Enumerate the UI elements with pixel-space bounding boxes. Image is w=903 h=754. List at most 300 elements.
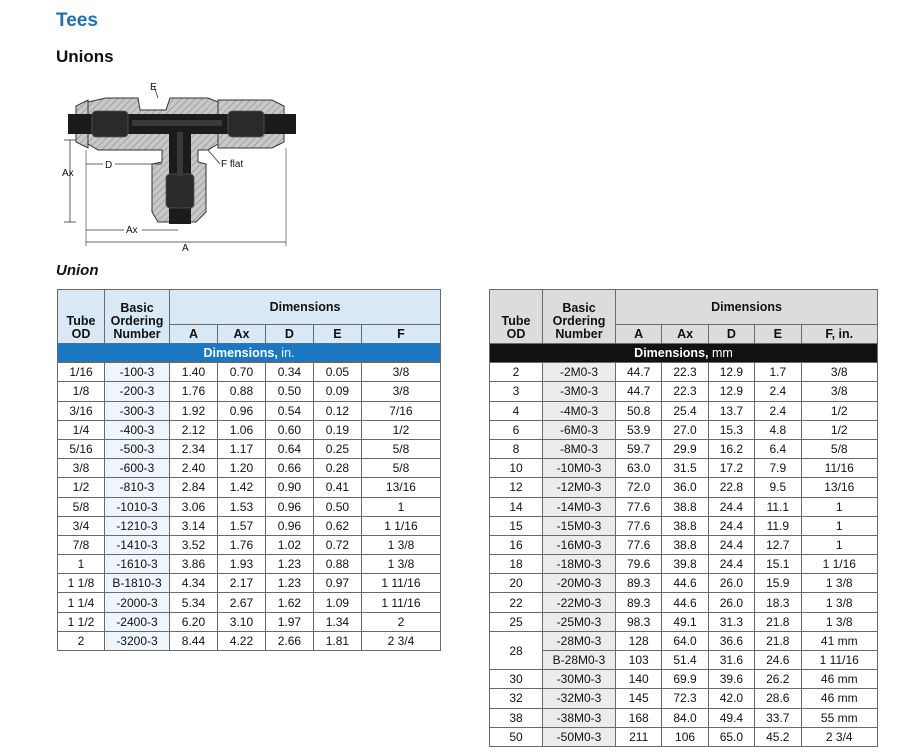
cell-ax: 38.8: [662, 516, 708, 535]
cell-a: 89.3: [616, 574, 662, 593]
cell-f: 1 3/8: [801, 574, 878, 593]
header-col-f-in: F, in.: [801, 325, 878, 344]
header-col-d: D: [708, 325, 754, 344]
subsection-title-union: Union: [56, 262, 99, 279]
cell-e: 0.19: [313, 420, 361, 439]
cell-ordering-number: -2400-3: [105, 612, 170, 631]
cell-a: 211: [616, 727, 662, 746]
cell-d: 65.0: [708, 727, 754, 746]
cell-a: 98.3: [616, 612, 662, 631]
cell-d: 26.0: [708, 593, 754, 612]
cell-ax: 29.9: [662, 439, 708, 458]
cell-tube-od: 38: [490, 708, 543, 727]
label-ax-horizontal: Ax: [126, 225, 138, 236]
cell-a: 145: [616, 689, 662, 708]
header-col-f: F: [361, 325, 440, 344]
cell-ordering-number: -28M0-3: [543, 631, 616, 650]
cell-e: 4.8: [755, 420, 801, 439]
cell-f: 5/8: [361, 459, 440, 478]
cell-ordering-number: -38M0-3: [543, 708, 616, 727]
cell-d: 0.34: [265, 363, 313, 382]
table-row: [58, 535, 441, 554]
cell-e: 9.5: [755, 478, 801, 497]
cell-d: 0.54: [265, 401, 313, 420]
cell-d: 0.50: [265, 382, 313, 401]
cell-ax: 31.5: [662, 459, 708, 478]
cell-e: 1.81: [313, 631, 361, 650]
cell-ax: 69.9: [662, 670, 708, 689]
cell-d: 12.9: [708, 382, 754, 401]
union-dimensions-mm-table: [489, 289, 878, 747]
cell-f: 1/2: [801, 420, 878, 439]
table-row: [58, 516, 441, 535]
cell-d: 42.0: [708, 689, 754, 708]
cell-d: 16.2: [708, 439, 754, 458]
cell-d: 24.4: [708, 555, 754, 574]
cell-ax: 1.53: [217, 497, 265, 516]
cell-e: 11.9: [755, 516, 801, 535]
cell-e: 12.7: [755, 535, 801, 554]
cell-ax: 0.88: [217, 382, 265, 401]
cell-ordering-number: -12M0-3: [543, 478, 616, 497]
cell-tube-od: 1 1/4: [58, 593, 105, 612]
cell-f: 2: [361, 612, 440, 631]
cell-ax: 1.06: [217, 420, 265, 439]
cell-ax: 2.67: [217, 593, 265, 612]
cell-d: 13.7: [708, 401, 754, 420]
cell-ordering-number: -1610-3: [105, 555, 170, 574]
header-col-ax: Ax: [217, 325, 265, 344]
cell-ordering-number: -1010-3: [105, 497, 170, 516]
cell-tube-od: 3/4: [58, 516, 105, 535]
cell-f: 1 3/8: [801, 593, 878, 612]
union-dimensions-inch-table: [57, 289, 441, 651]
cell-tube-od: 32: [490, 689, 543, 708]
cell-ax: 84.0: [662, 708, 708, 727]
cell-a: 3.06: [170, 497, 218, 516]
table-row: [58, 459, 441, 478]
table-row: [58, 382, 441, 401]
cell-ordering-number: -3200-3: [105, 631, 170, 650]
cell-f: 3/8: [361, 363, 440, 382]
cell-tube-od: 3/16: [58, 401, 105, 420]
cell-ax: 22.3: [662, 363, 708, 382]
cell-e: 15.1: [755, 555, 801, 574]
table-row: [58, 555, 441, 574]
cell-e: 1.7: [755, 363, 801, 382]
header-col-a: A: [170, 325, 218, 344]
header-col-d: D: [265, 325, 313, 344]
cell-e: 33.7: [755, 708, 801, 727]
cell-e: 0.41: [313, 478, 361, 497]
label-e: E: [150, 82, 157, 93]
cell-e: 2.4: [755, 382, 801, 401]
cell-a: 3.86: [170, 555, 218, 574]
cell-tube-od: 8: [490, 439, 543, 458]
cell-ordering-number: -300-3: [105, 401, 170, 420]
header-dimensions: Dimensions: [616, 290, 878, 325]
cell-ordering-number: -200-3: [105, 382, 170, 401]
cell-ax: 25.4: [662, 401, 708, 420]
cell-ordering-number: -1210-3: [105, 516, 170, 535]
cell-f: 41 mm: [801, 631, 878, 650]
table-row: [490, 382, 878, 401]
cell-ax: 38.8: [662, 497, 708, 516]
cell-f: 46 mm: [801, 689, 878, 708]
cell-d: 22.8: [708, 478, 754, 497]
cell-f: 1 11/16: [361, 574, 440, 593]
cell-tube-od: 1/8: [58, 382, 105, 401]
cell-ax: 1.17: [217, 439, 265, 458]
table-row: [58, 420, 441, 439]
header-col-e: E: [755, 325, 801, 344]
cell-tube-od: 5/8: [58, 497, 105, 516]
header-basic-ordering-number: Basic Ordering Number: [543, 290, 616, 344]
cell-a: 140: [616, 670, 662, 689]
cell-tube-od: 12: [490, 478, 543, 497]
cell-e: 26.2: [755, 670, 801, 689]
cell-ordering-number: -600-3: [105, 459, 170, 478]
cell-ax: 39.8: [662, 555, 708, 574]
cell-d: 1.62: [265, 593, 313, 612]
cell-d: 0.90: [265, 478, 313, 497]
cell-f: 1 11/16: [801, 651, 878, 670]
cell-ax: 44.6: [662, 593, 708, 612]
cell-d: 1.97: [265, 612, 313, 631]
cell-ordering-number: B-1810-3: [105, 574, 170, 593]
cell-a: 3.52: [170, 535, 218, 554]
table-row: [58, 612, 441, 631]
table-row: [58, 631, 441, 650]
cell-ax: 0.96: [217, 401, 265, 420]
section-title-tees: Tees: [56, 10, 98, 31]
cell-ordering-number: -14M0-3: [543, 497, 616, 516]
cell-d: 1.23: [265, 574, 313, 593]
cell-tube-od: 50: [490, 727, 543, 746]
table-row: [58, 439, 441, 458]
cell-e: 0.88: [313, 555, 361, 574]
cell-e: 24.6: [755, 651, 801, 670]
table-row: [58, 593, 441, 612]
table-row: [490, 612, 878, 631]
cell-f: 2 3/4: [361, 631, 440, 650]
table-row: [490, 670, 878, 689]
cell-ax: 1.76: [217, 535, 265, 554]
cell-d: 1.02: [265, 535, 313, 554]
cell-a: 128: [616, 631, 662, 650]
cell-e: 6.4: [755, 439, 801, 458]
label-d: D: [105, 160, 113, 171]
table-row: [490, 574, 878, 593]
cell-e: 15.9: [755, 574, 801, 593]
cell-f: 1 3/8: [361, 555, 440, 574]
cell-f: 3/8: [361, 382, 440, 401]
cell-e: 18.3: [755, 593, 801, 612]
cell-tube-od: 1/2: [58, 478, 105, 497]
cell-d: 26.0: [708, 574, 754, 593]
cell-ax: 49.1: [662, 612, 708, 631]
table-row: [490, 478, 878, 497]
cell-a: 77.6: [616, 497, 662, 516]
cell-tube-od: 22: [490, 593, 543, 612]
cell-e: 0.62: [313, 516, 361, 535]
cell-d: 31.3: [708, 612, 754, 631]
cell-f: 1 11/16: [361, 593, 440, 612]
cell-f: 13/16: [361, 478, 440, 497]
cell-tube-od: 10: [490, 459, 543, 478]
cell-ordering-number: -50M0-3: [543, 727, 616, 746]
cell-d: 12.9: [708, 363, 754, 382]
cell-d: 0.96: [265, 516, 313, 535]
cell-f: 1 3/8: [801, 612, 878, 631]
cell-tube-od: 6: [490, 420, 543, 439]
cell-ax: 3.10: [217, 612, 265, 631]
header-tube-od: Tube OD: [58, 290, 105, 344]
cell-f: 5/8: [801, 439, 878, 458]
table-row: [490, 363, 878, 382]
table-row: [490, 727, 878, 746]
cell-ordering-number: -25M0-3: [543, 612, 616, 631]
cell-a: 77.6: [616, 535, 662, 554]
table-row: [490, 459, 878, 478]
cell-tube-od: 7/8: [58, 535, 105, 554]
cell-ax: 22.3: [662, 382, 708, 401]
cell-f: 1 1/16: [361, 516, 440, 535]
cell-ordering-number: -1410-3: [105, 535, 170, 554]
cell-ordering-number: -22M0-3: [543, 593, 616, 612]
label-ax-vertical: Ax: [62, 168, 74, 179]
cell-ax: 72.3: [662, 689, 708, 708]
cell-f: 11/16: [801, 459, 878, 478]
cell-a: 103: [616, 651, 662, 670]
cell-d: 36.6: [708, 631, 754, 650]
cell-a: 3.14: [170, 516, 218, 535]
cell-a: 77.6: [616, 516, 662, 535]
table-row: [58, 574, 441, 593]
subsection-title-unions: Unions: [56, 47, 114, 66]
cell-ax: 1.20: [217, 459, 265, 478]
header-tube-od: Tube OD: [490, 290, 543, 344]
header-col-e: E: [313, 325, 361, 344]
cell-f: 1: [801, 497, 878, 516]
header-col-ax: Ax: [662, 325, 708, 344]
cell-a: 5.34: [170, 593, 218, 612]
union-tee-diagram: [58, 80, 298, 255]
cell-ordering-number: -2M0-3: [543, 363, 616, 382]
table-row: [490, 401, 878, 420]
cell-d: 2.66: [265, 631, 313, 650]
cell-tube-od: 1 1/2: [58, 612, 105, 631]
cell-ordering-number: -6M0-3: [543, 420, 616, 439]
cell-e: 21.8: [755, 612, 801, 631]
cell-d: 31.6: [708, 651, 754, 670]
table-row: [490, 593, 878, 612]
cell-ax: 2.17: [217, 574, 265, 593]
cell-d: 1.23: [265, 555, 313, 574]
cell-f: 5/8: [361, 439, 440, 458]
table-row: [490, 631, 878, 650]
cell-e: 0.50: [313, 497, 361, 516]
table-row: [490, 689, 878, 708]
cell-a: 79.6: [616, 555, 662, 574]
cell-ax: 36.0: [662, 478, 708, 497]
cell-tube-od: 3/8: [58, 459, 105, 478]
cell-a: 63.0: [616, 459, 662, 478]
cell-ordering-number: -20M0-3: [543, 574, 616, 593]
cell-tube-od: 25: [490, 612, 543, 631]
cell-ax: 27.0: [662, 420, 708, 439]
cell-ax: 51.4: [662, 651, 708, 670]
cell-e: 0.28: [313, 459, 361, 478]
cell-ax: 4.22: [217, 631, 265, 650]
cell-e: 0.25: [313, 439, 361, 458]
cell-d: 0.60: [265, 420, 313, 439]
header-dimensions: Dimensions: [170, 290, 441, 325]
cell-ordering-number: -18M0-3: [543, 555, 616, 574]
cell-f: 55 mm: [801, 708, 878, 727]
cell-d: 0.66: [265, 459, 313, 478]
cell-tube-od: 2: [490, 363, 543, 382]
cell-a: 2.34: [170, 439, 218, 458]
cell-tube-od: 5/16: [58, 439, 105, 458]
header-basic-ordering-number: Basic Ordering Number: [105, 290, 170, 344]
cell-a: 50.8: [616, 401, 662, 420]
cell-a: 168: [616, 708, 662, 727]
cell-d: 24.4: [708, 516, 754, 535]
table-row: [490, 420, 878, 439]
cell-ordering-number: -810-3: [105, 478, 170, 497]
table-row: [58, 401, 441, 420]
cell-tube-od: 18: [490, 555, 543, 574]
table-row: [490, 516, 878, 535]
cell-ordering-number: -400-3: [105, 420, 170, 439]
cell-ordering-number: -30M0-3: [543, 670, 616, 689]
units-band-mm: Dimensions, mm: [490, 344, 878, 363]
header-col-a: A: [616, 325, 662, 344]
cell-e: 1.34: [313, 612, 361, 631]
cell-tube-od: 15: [490, 516, 543, 535]
cell-f: 46 mm: [801, 670, 878, 689]
cell-a: 44.7: [616, 363, 662, 382]
cell-e: 0.09: [313, 382, 361, 401]
cell-a: 1.76: [170, 382, 218, 401]
cell-f: 3/8: [801, 382, 878, 401]
cell-tube-od: 16: [490, 535, 543, 554]
cell-ax: 64.0: [662, 631, 708, 650]
cell-e: 0.12: [313, 401, 361, 420]
cell-a: 89.3: [616, 593, 662, 612]
cell-d: 17.2: [708, 459, 754, 478]
cell-ax: 38.8: [662, 535, 708, 554]
table-row: [490, 651, 878, 670]
cell-e: 7.9: [755, 459, 801, 478]
cell-f: 1: [361, 497, 440, 516]
cell-a: 1.40: [170, 363, 218, 382]
cell-ordering-number: -500-3: [105, 439, 170, 458]
cell-e: 1.09: [313, 593, 361, 612]
cell-ordering-number: B-28M0-3: [543, 651, 616, 670]
cell-a: 2.12: [170, 420, 218, 439]
cell-d: 0.96: [265, 497, 313, 516]
cell-f: 7/16: [361, 401, 440, 420]
cell-tube-od: 20: [490, 574, 543, 593]
table-row: [490, 439, 878, 458]
cell-tube-od: 1 1/8: [58, 574, 105, 593]
cell-ax: 106: [662, 727, 708, 746]
cell-ordering-number: -16M0-3: [543, 535, 616, 554]
cell-ax: 0.70: [217, 363, 265, 382]
cell-ordering-number: -4M0-3: [543, 401, 616, 420]
cell-d: 24.4: [708, 497, 754, 516]
cell-tube-od: 30: [490, 670, 543, 689]
cell-f: 2 3/4: [801, 727, 878, 746]
cell-a: 53.9: [616, 420, 662, 439]
cell-ax: 1.57: [217, 516, 265, 535]
cell-f: 13/16: [801, 478, 878, 497]
cell-ax: 1.93: [217, 555, 265, 574]
cell-e: 0.72: [313, 535, 361, 554]
label-f-flat: F flat: [221, 159, 244, 170]
table-row: [490, 535, 878, 554]
cell-a: 8.44: [170, 631, 218, 650]
cell-a: 1.92: [170, 401, 218, 420]
table-row: [490, 555, 878, 574]
cell-tube-od: 3: [490, 382, 543, 401]
cell-d: 0.64: [265, 439, 313, 458]
cell-e: 11.1: [755, 497, 801, 516]
cell-ordering-number: -10M0-3: [543, 459, 616, 478]
cell-d: 24.4: [708, 535, 754, 554]
table-row: [58, 497, 441, 516]
cell-a: 59.7: [616, 439, 662, 458]
cell-tube-od: 1: [58, 555, 105, 574]
cell-tube-od: 14: [490, 497, 543, 516]
cell-f: 3/8: [801, 363, 878, 382]
table-row: [490, 497, 878, 516]
cell-ordering-number: -2000-3: [105, 593, 170, 612]
cell-e: 0.05: [313, 363, 361, 382]
table-row: [58, 478, 441, 497]
cell-tube-od: 1/4: [58, 420, 105, 439]
cell-f: 1 1/16: [801, 555, 878, 574]
cell-a: 2.40: [170, 459, 218, 478]
cell-ax: 1.42: [217, 478, 265, 497]
cell-f: 1 3/8: [361, 535, 440, 554]
cell-ordering-number: -8M0-3: [543, 439, 616, 458]
cell-f: 1/2: [801, 401, 878, 420]
cell-tube-od: 1/16: [58, 363, 105, 382]
cell-f: 1/2: [361, 420, 440, 439]
cell-tube-od: 4: [490, 401, 543, 420]
table-row: [490, 708, 878, 727]
cell-f: 1: [801, 535, 878, 554]
cell-d: 15.3: [708, 420, 754, 439]
cell-a: 6.20: [170, 612, 218, 631]
cell-e: 0.97: [313, 574, 361, 593]
cell-tube-od: 2: [58, 631, 105, 650]
cell-f: 1: [801, 516, 878, 535]
cell-ordering-number: -3M0-3: [543, 382, 616, 401]
table-row: [58, 363, 441, 382]
units-band-inch: Dimensions, in.: [58, 344, 441, 363]
cell-e: 45.2: [755, 727, 801, 746]
cell-d: 39.6: [708, 670, 754, 689]
cell-ordering-number: -15M0-3: [543, 516, 616, 535]
cell-a: 2.84: [170, 478, 218, 497]
label-a: A: [182, 243, 189, 254]
cell-ordering-number: -32M0-3: [543, 689, 616, 708]
cell-e: 28.6: [755, 689, 801, 708]
